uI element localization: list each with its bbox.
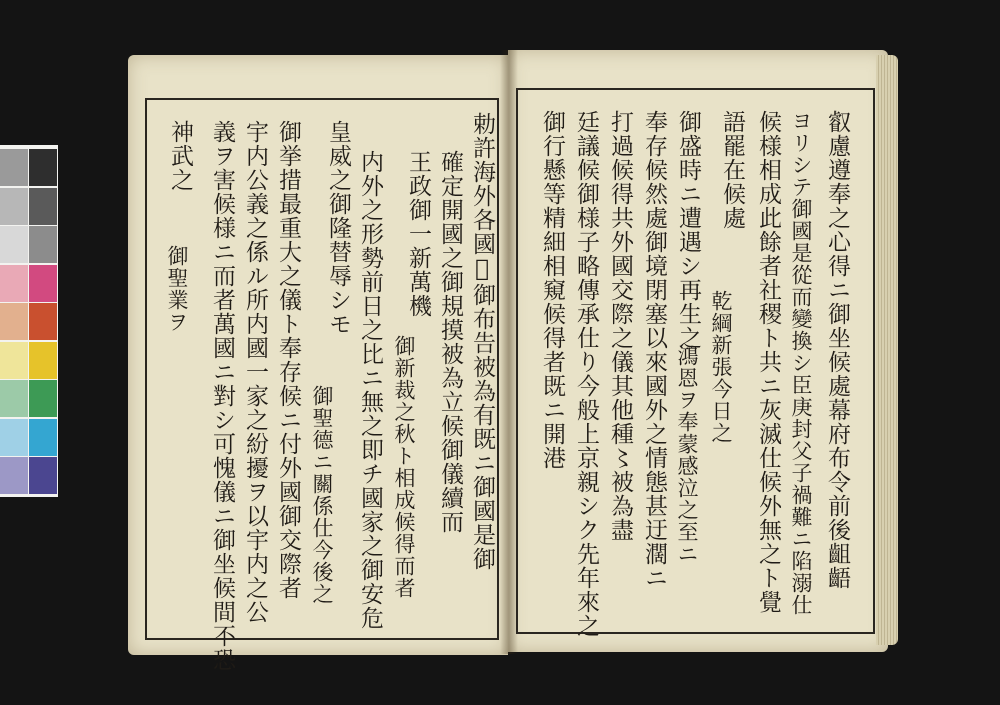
right-col-3: 候様相成此餘者社稷ト共ニ灰滅仕候外無之ト覺 (755, 110, 781, 614)
right-col-9: 御行懸等精細相窺候得者既ニ開港 (539, 110, 565, 470)
color-patch (29, 457, 57, 494)
right-col-7: 打過候得共外國交際之儀其他種〻被為盡 (607, 110, 633, 542)
color-patch (29, 419, 57, 456)
page-edges (876, 55, 898, 645)
color-patch (0, 380, 28, 417)
color-patch (0, 265, 28, 302)
left-col-9: 神武之 (167, 120, 193, 192)
color-patch (0, 419, 28, 456)
left-col-1: 勅許海外各國𪜈御布告被為有既ニ御國是御 (469, 112, 495, 571)
left-col-5-inline: 御聖德ニ關係仕今後之 (310, 385, 334, 605)
left-col-7: 宇内公義之係ル所内國一家之紛擾ヲ以宇内之公 (242, 120, 268, 624)
right-col-4: 語罷在候處 (719, 110, 745, 230)
color-patch (0, 149, 28, 186)
left-col-2: 確定開國之御規摸被為立候御儀續而 (437, 150, 463, 534)
color-patch (0, 226, 28, 263)
right-col-5-inline: 鴻恩ヲ奉蒙感泣之至ニ (675, 345, 699, 565)
color-patch (0, 188, 28, 225)
color-patch (0, 303, 28, 340)
left-col-3: 王政御一新萬機 (405, 150, 431, 318)
right-col-2: ヨリシテ御國是從而變換シ臣庚封父子禍難ニ陷溺仕 (789, 110, 813, 616)
right-col-6: 奉存候然處御境閉塞以來國外之情態甚迂濶ニ (641, 110, 667, 590)
color-patch (29, 226, 57, 263)
left-col-8: 義ヲ害候様ニ而者萬國ニ對シ可愧儀ニ御坐候間不恐 (209, 120, 235, 672)
color-calibration-card (0, 145, 58, 497)
color-patch (29, 303, 57, 340)
right-col-8: 廷議候御様子略傳承仕り今般上京親シク先年來之 (573, 110, 599, 638)
color-patch (0, 457, 28, 494)
left-col-6: 御挙措最重大之儀ト奉存候ニ付外國御交際者 (275, 120, 301, 600)
right-col-1: 叡慮遵奉之心得ニ御坐候處幕府布令前後齟齬 (824, 110, 850, 590)
color-patch (29, 265, 57, 302)
left-col-5: 皇威之御隆替辱シモ (325, 120, 351, 336)
left-col-4: 内外之形勢前日之比ニ無之即チ國家之御安危 (357, 150, 383, 630)
right-col-5: 御盛時ニ遭遇シ再生之 (675, 110, 701, 350)
right-col-4-inline: 乾綱新張今日之 (709, 290, 733, 444)
color-patch (29, 149, 57, 186)
color-patch (29, 342, 57, 379)
left-col-3-inline: 御新裁之秋ト相成候得而者 (392, 335, 416, 599)
color-patch (0, 342, 28, 379)
left-col-10: 御聖業ヲ (165, 245, 189, 333)
color-patch (29, 188, 57, 225)
color-patch (29, 380, 57, 417)
